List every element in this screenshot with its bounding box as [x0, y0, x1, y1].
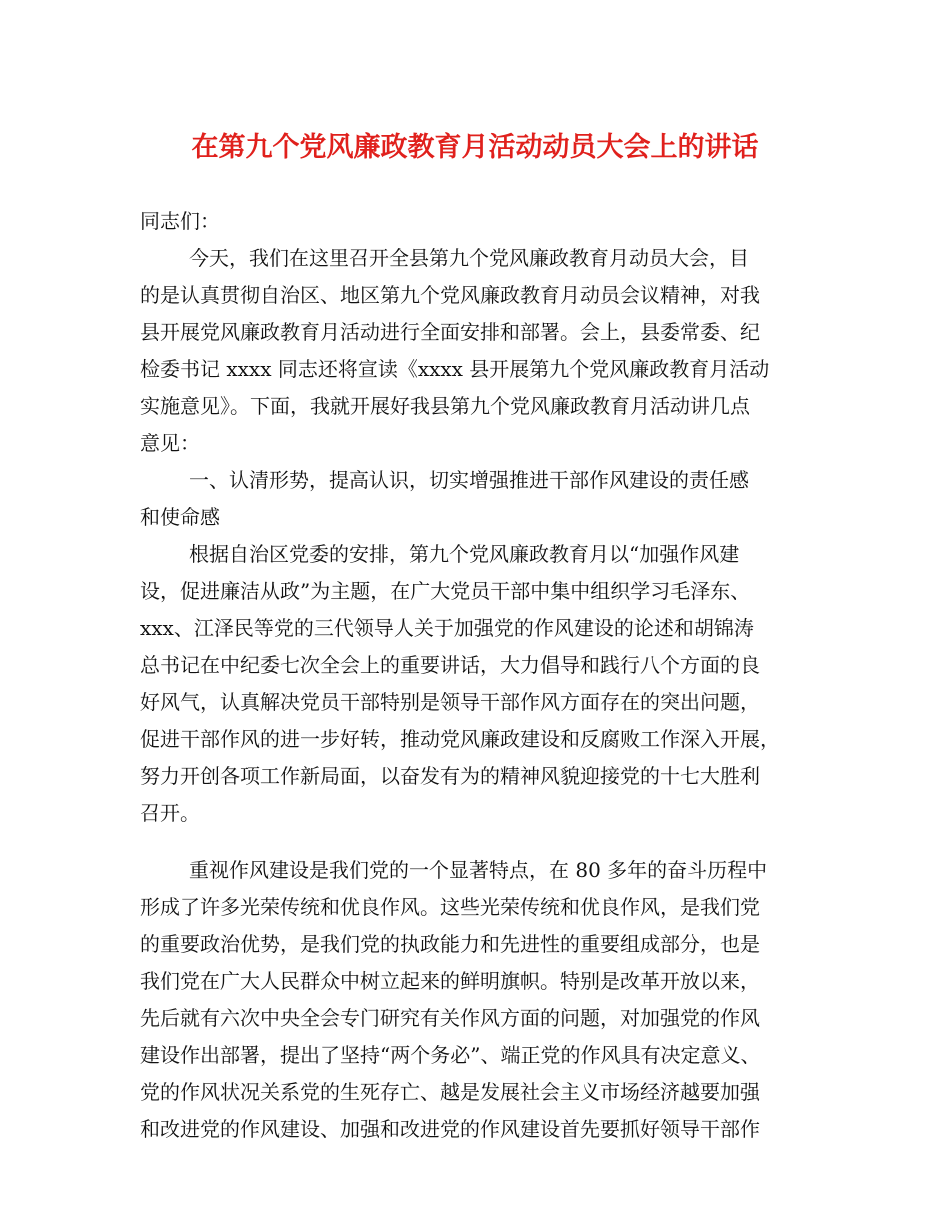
text-line: 总书记在中纪委七次全会上的重要讲话，大力倡导和践行八个方面的良: [140, 653, 760, 677]
text-line: 一、认清形势，提高认识，切实增强推进干部作风建设的责任感: [189, 468, 749, 492]
text-line: 实施意见》。下面，我就开展好我县第九个党风廉政教育月活动讲几点: [140, 394, 750, 418]
text-line: 和改进党的作风建设、加强和改进党的作风建设首先要抓好领导干部作: [140, 1117, 760, 1141]
text-line: 我们党在广大人民群众中树立起来的鲜明旗帜。特别是改革开放以来，: [140, 969, 760, 993]
text-line: 促进干部作风的进一步好转，推动党风廉政建设和反腐败工作深入开展，: [140, 727, 780, 751]
text-line: 召开。: [140, 801, 200, 825]
text-line: 先后就有六次中央全会专门研究有关作风方面的问题，对加强党的作风: [140, 1006, 760, 1030]
salutation: 同志们：: [140, 209, 220, 233]
paragraph-gap: [140, 832, 820, 852]
text-line: 努力开创各项工作新局面，以奋发有为的精神风貌迎接党的十七大胜利: [140, 764, 760, 788]
text-line: 的重要政治优势，是我们党的执政能力和先进性的重要组成部分，也是: [140, 932, 760, 956]
document-title: 在第九个党风廉政教育月活动动员大会上的讲话: [191, 132, 759, 163]
text-line: 党的作风状况关系党的生死存亡、越是发展社会主义市场经济越要加强: [140, 1080, 760, 1104]
text-line: 检委书记 xxxx 同志还将宣读《xxxx 县开展第九个党风廉政教育月活动: [140, 357, 770, 381]
text-line: 意见：: [140, 431, 200, 455]
document-body: [140, 203, 820, 1148]
text-line: xxx、江泽民等党的三代领导人关于加强党的作风建设的论述和胡锦涛: [140, 616, 754, 640]
text-line: 根据自治区党委的安排，第九个党风廉政教育月以“加强作风建: [189, 542, 740, 566]
text-line: 设，促进廉洁从政”为主题，在广大党员干部中集中组织学习毛泽东、: [140, 579, 751, 603]
text-line: 今天，我们在这里召开全县第九个党风廉政教育月动员大会，目: [189, 246, 749, 270]
text-line: 建设作出部署，提出了坚持“两个务必”、端正党的作风具有决定意义、: [140, 1043, 761, 1067]
text-line: 的是认真贯彻自治区、地区第九个党风廉政教育月动员会议精神，对我: [140, 283, 760, 307]
text-line: 和使命感: [140, 505, 220, 529]
text-line: 好风气，认真解决党员干部特别是领导干部作风方面存在的突出问题，: [140, 690, 760, 714]
text-line: 重视作风建设是我们党的一个显著特点，在 80 多年的奋斗历程中: [189, 858, 768, 882]
text-line: 县开展党风廉政教育月活动进行全面安排和部署。会上，县委常委、纪: [140, 320, 760, 344]
text-line: 形成了许多光荣传统和优良作风。这些光荣传统和优良作风，是我们党: [140, 895, 760, 919]
